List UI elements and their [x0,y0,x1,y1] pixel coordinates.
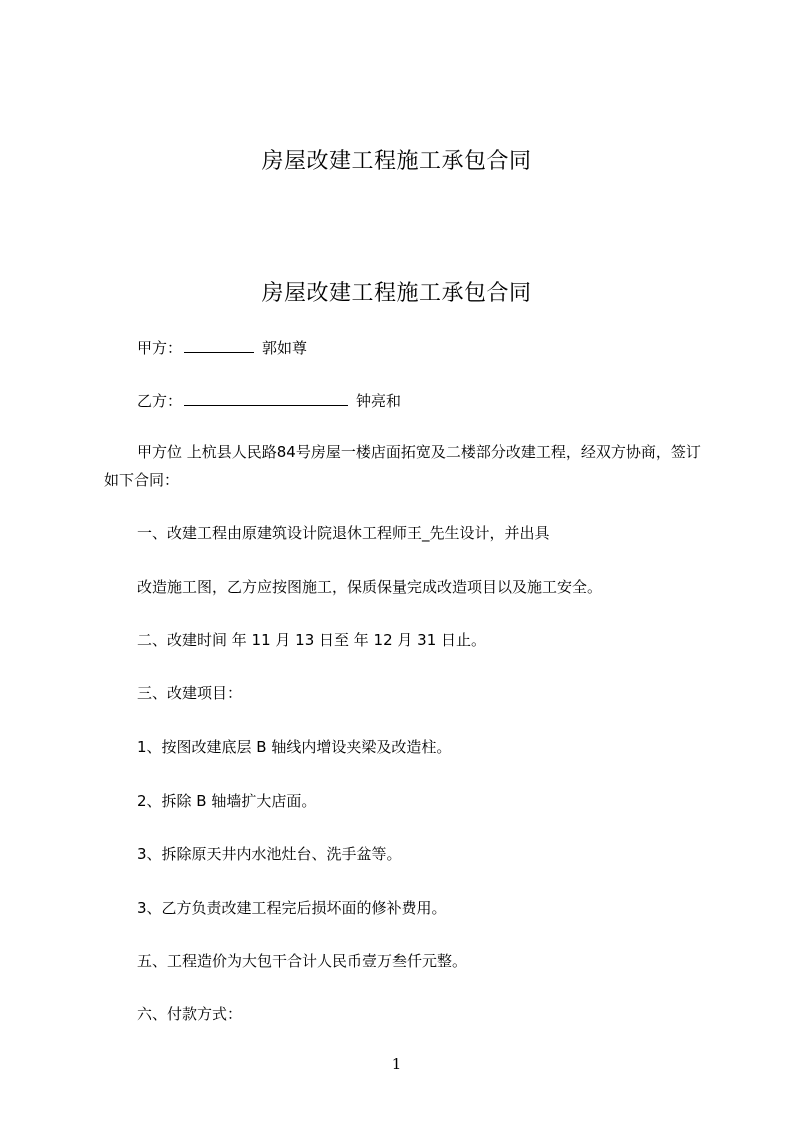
clause-1-line-2: 改造施工图，乙方应按图施工，保质保量完成改造项目以及施工安全。 [137,578,603,596]
clause-3-item-1: 1、按图改建底层 B 轴线内增设夹梁及改造柱。 [137,738,452,756]
party-b-label: 乙方： [137,392,183,410]
clause-6-heading: 六、付款方式： [137,1005,243,1023]
party-a-blank [184,340,254,353]
cover-title: 房屋改建工程施工承包合同 [261,149,532,174]
clause-2: 二、改建时间 年 11 月 13 日至 年 12 月 31 日止。 [137,631,487,649]
clause-5: 五、工程造价为大包干合计人民币壹万叁仟元整。 [137,952,468,970]
party-a-label: 甲方： [137,339,183,357]
clause-3-item-3: 3、拆除原天井内水池灶台、洗手盆等。 [137,845,402,863]
clause-3-item-2: 2、拆除 B 轴墙扩大店面。 [137,792,317,810]
intro-paragraph: 甲方位 上杭县人民路84号房屋一楼店面拓宽及二楼部分改建工程，经双方协商，签订如下合同： [104,443,701,489]
page-number: 1 [391,1055,402,1073]
party-b-blank [184,393,348,406]
clause-3-heading: 三、改建项目： [137,684,243,702]
party-a-line [137,337,307,358]
clause-1-line-1: 一、改建工程由原建筑设计院退休工程师王_先生设计，并出具 [137,524,550,542]
party-b-name: 钟亮和 [356,392,402,410]
contract-title: 房屋改建工程施工承包合同 [261,281,532,306]
party-a-name: 郭如尊 [262,339,308,357]
party-b-line [137,390,401,411]
clause-3-item-4: 3、乙方负责改建工程完后损坏面的修补费用。 [137,899,447,917]
